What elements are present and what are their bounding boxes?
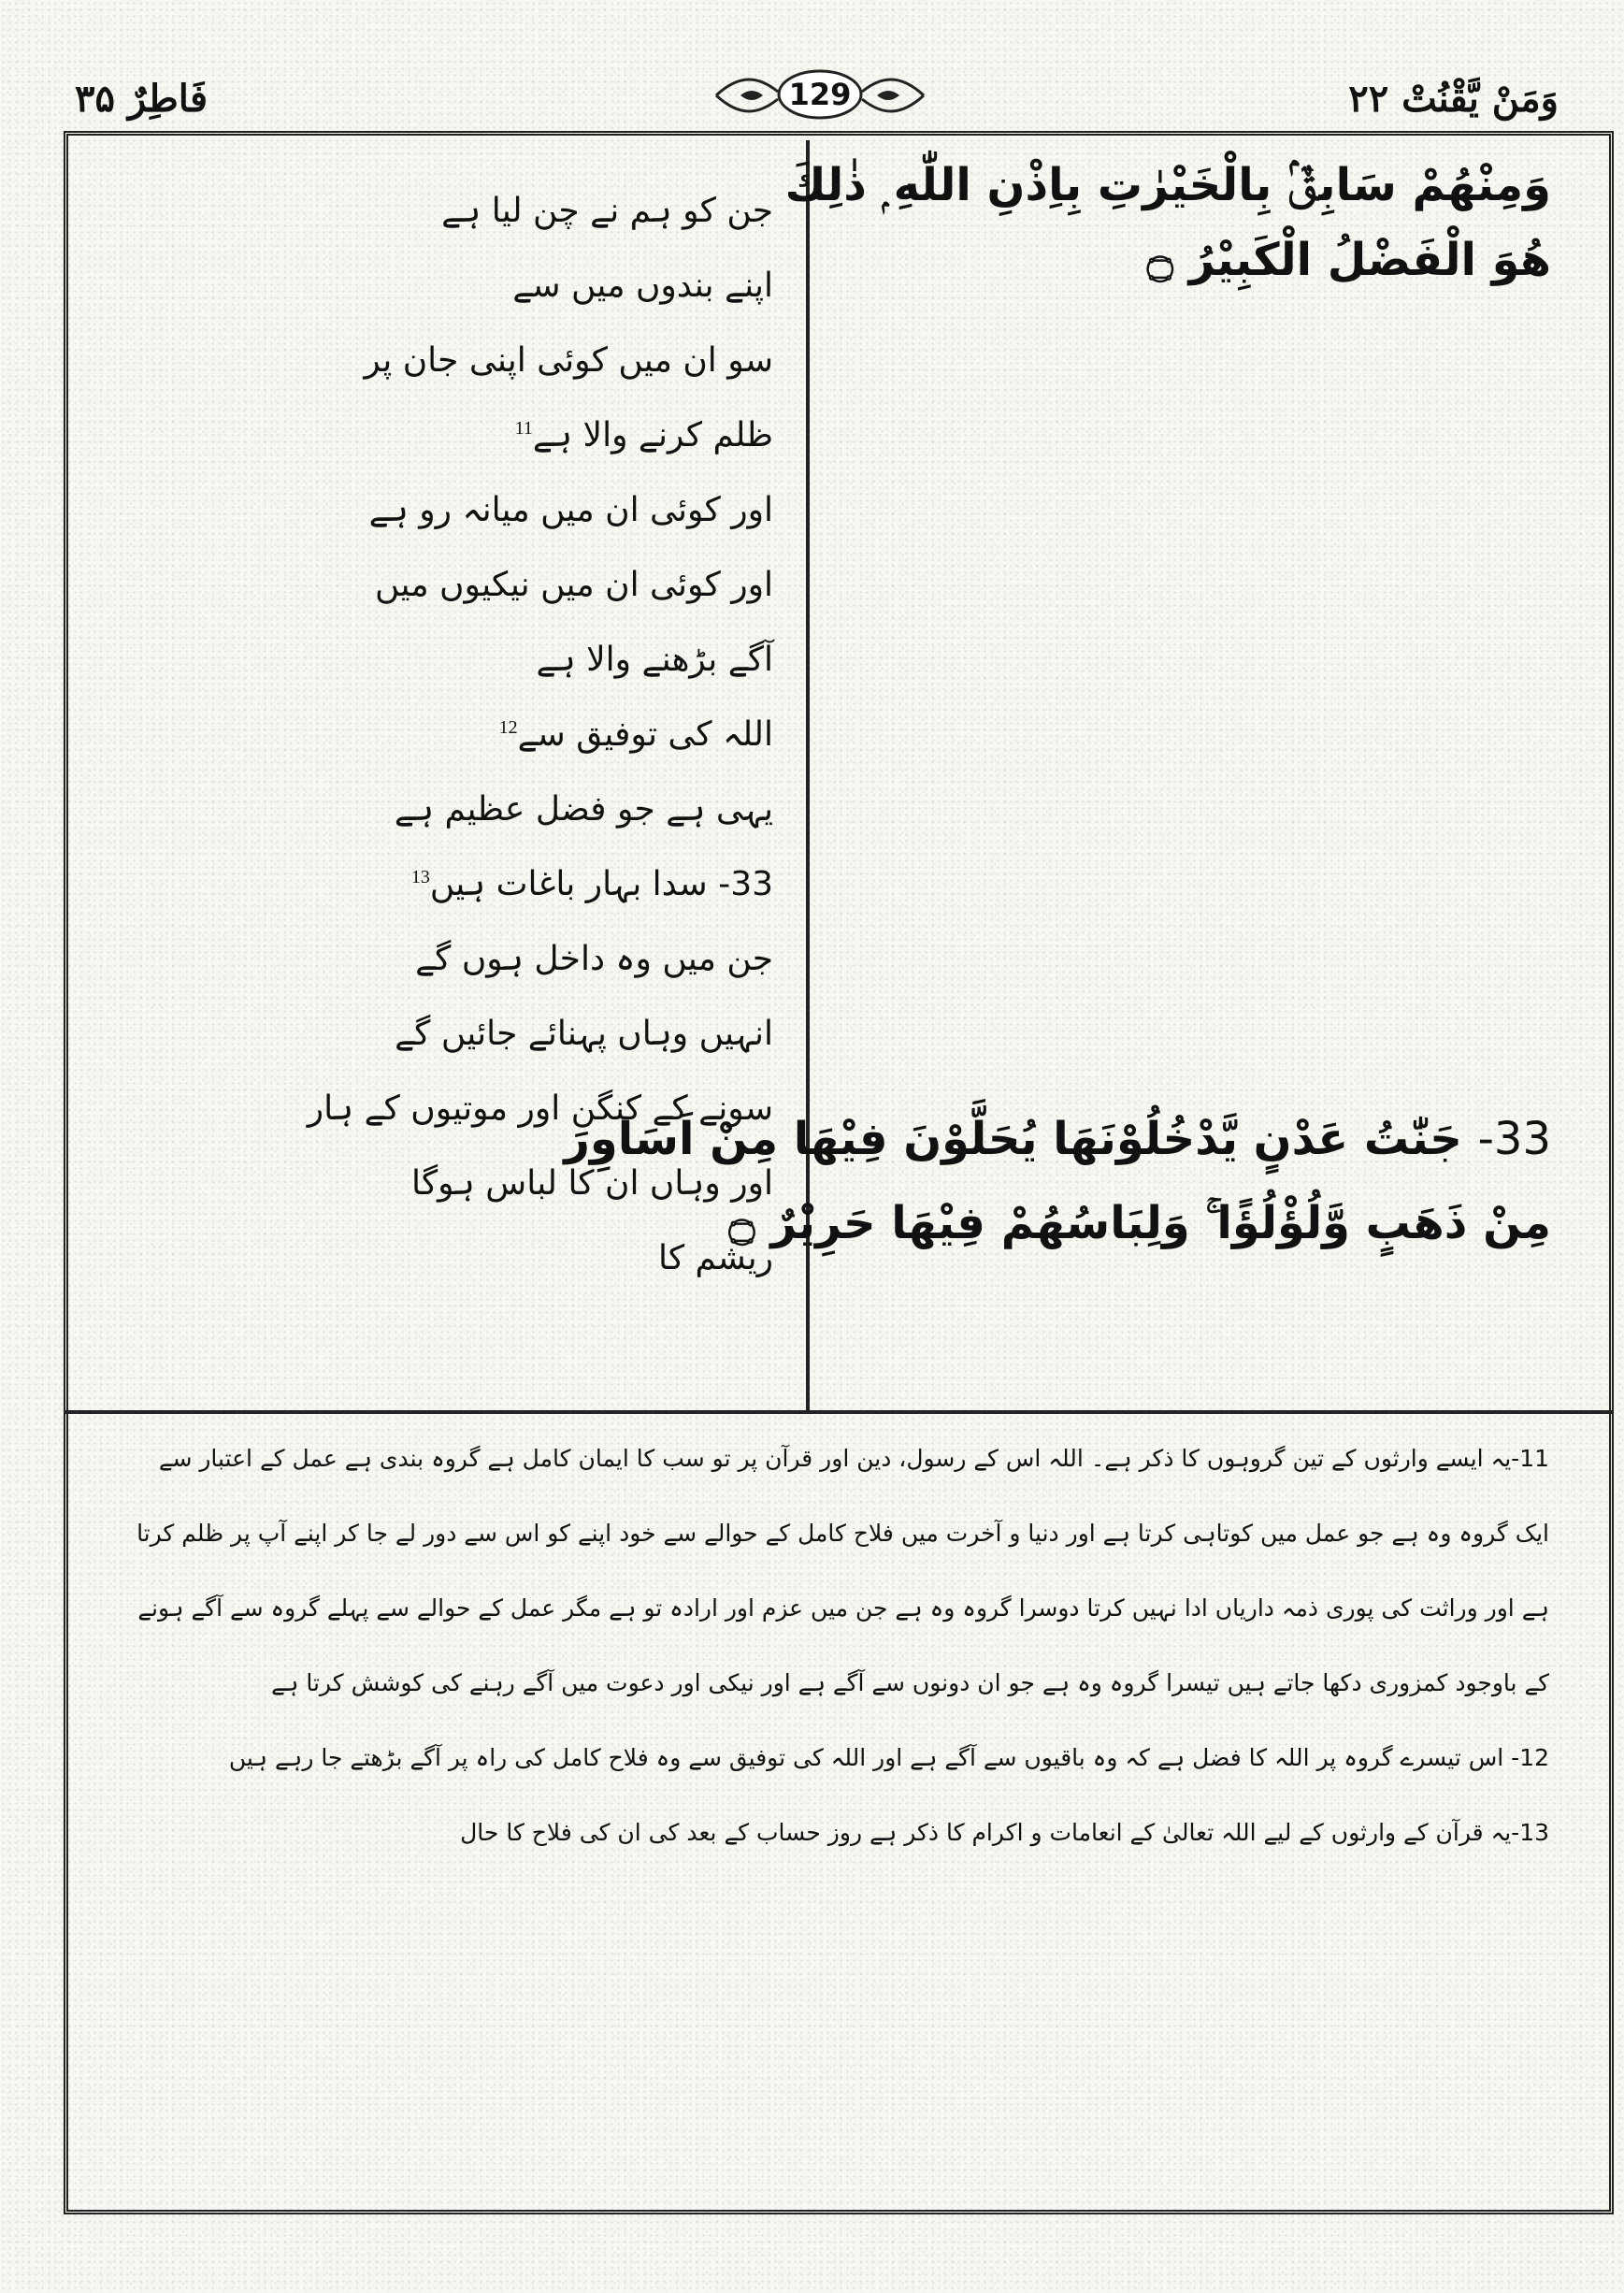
translation-line-14: اور وہاں ان کا لباس ہوگا: [411, 1164, 773, 1203]
footnote-line-5: 12- اس تیسرے گروہ پر اللہ کا فضل ہے کہ وہ باقیوں سے آگے ہے اور اللہ کی توفیق سے وہ فلاح کامل کی راہ پر آگے بڑھتے جا رہے ہیں: [228, 1744, 1549, 1771]
footnote-line-3: ہے اور وراثت کی پوری ذمہ داریاں ادا نہیں کرتا دوسرا گروہ وہ ہے جن میں عزم اور ارادہ تو ہے مگر عمل کے حوالے سے پہلے گروہ سے آگے ہونے: [137, 1594, 1549, 1622]
translation-line-15: ریشم کا: [657, 1239, 773, 1277]
page-number-ornament: [712, 64, 927, 127]
page-number: 129: [788, 77, 852, 112]
arabic-line-1: وَمِنْهُمْ سَابِقٌۢ بِالْخَيْرٰتِ بِاِذْنِ اللّٰهِ ۭ ذٰلِكَ: [784, 159, 1551, 211]
verse-number: 33-: [1477, 1113, 1551, 1165]
surah-title: فَاطِرٌ ۳۵: [75, 77, 208, 121]
footnote-line-6: 13-یہ قرآن کے وارثوں کے لیے اللہ تعالیٰ کے انعامات و اکرام کا ذکر ہے روز حساب کے بعد کی ان کی فلاح کا حال: [460, 1819, 1549, 1846]
arabic-line-4: مِنْ ذَهَبٍ وَّلُؤْلُؤًا ۚ وَلِبَاسُهُمْ فِيْهَا حَرِيْرٌ ۝: [728, 1197, 1551, 1249]
footnote-line-2: ایک گروہ وہ ہے جو عمل میں کوتاہی کرتا ہے اور دنیا و آخرت میں فلاح کامل کے حوالے سے خود اپنے کو اس سے دور لے جا کر اپنے آپ پر ظلم کرتا: [137, 1520, 1549, 1547]
footnote-ref-13: 13: [410, 867, 430, 887]
translation-line-10-text: سدا بہار باغات ہیں: [429, 865, 708, 903]
translation-line-11: جن میں وہ داخل ہوں گے: [415, 940, 773, 978]
translation-line-5: اور کوئی ان میں میانہ رو ہے: [368, 491, 773, 529]
arabic-line-3: [564, 1113, 1551, 1165]
translation-line-4-text: ظلم کرنے والا ہے: [532, 416, 773, 454]
translation-line-8: [194, 715, 773, 754]
arabic-line-2: هُوَ الْفَضْلُ الْكَبِيْرُ ۝: [1146, 234, 1551, 286]
juz-title: وَمَنْ يَّقْنُتْ ۲۲: [1348, 77, 1559, 121]
translation-line-2: اپنے بندوں میں سے: [512, 267, 773, 305]
footnote-ref-11: 11: [514, 418, 533, 439]
footnote-line-1: 11-یہ ایسے وارثوں کے تین گروہوں کا ذکر ہے۔ اللہ اس کے رسول، دین اور قرآن پر تو سب کا ایمان کامل ہے گروہ بندی ہے عمل کے اعتبار سے: [158, 1445, 1549, 1472]
footnote-ref-12: 12: [498, 717, 518, 738]
translation-line-8-text: اللہ کی توفیق سے: [517, 715, 773, 754]
translation-line-1: جن کو ہم نے چن لیا ہے: [441, 192, 773, 230]
translation-line-12: انہیں وہاں پہنائے جائیں گے: [395, 1015, 773, 1053]
footnote-line-4: کے باوجود کمزوری دکھا جاتے ہیں تیسرا گروہ وہ ہے جو ان دونوں سے آگے ہے اور نیکی اور دعوت میں آگے رہنے کی کوشش کرتا ہے: [271, 1669, 1549, 1696]
translation-line-13: سونے کے کنگن اور موتیوں کے ہار: [307, 1089, 773, 1128]
translation-line-7: آگے بڑھنے والا ہے: [536, 641, 773, 679]
translation-line-3: سو ان میں کوئی اپنی جان پر: [364, 341, 773, 380]
arabic-line-3-text: جَنّٰتُ عَدْنٍ يَّدْخُلُوْنَهَا يُحَلَّوْنَ فِيْهَا مِنْ اَسَاوِرَ: [564, 1113, 1462, 1165]
translation-verse-number: 33-: [718, 865, 773, 903]
translation-line-6: اور کوئی ان میں نیکیوں میں: [375, 566, 773, 604]
translation-line-9: یہی ہے جو فضل عظیم ہے: [394, 790, 773, 829]
translation-line-4: [194, 416, 773, 454]
translation-line-10: [194, 865, 773, 903]
notes-divider: [65, 1410, 1612, 1414]
